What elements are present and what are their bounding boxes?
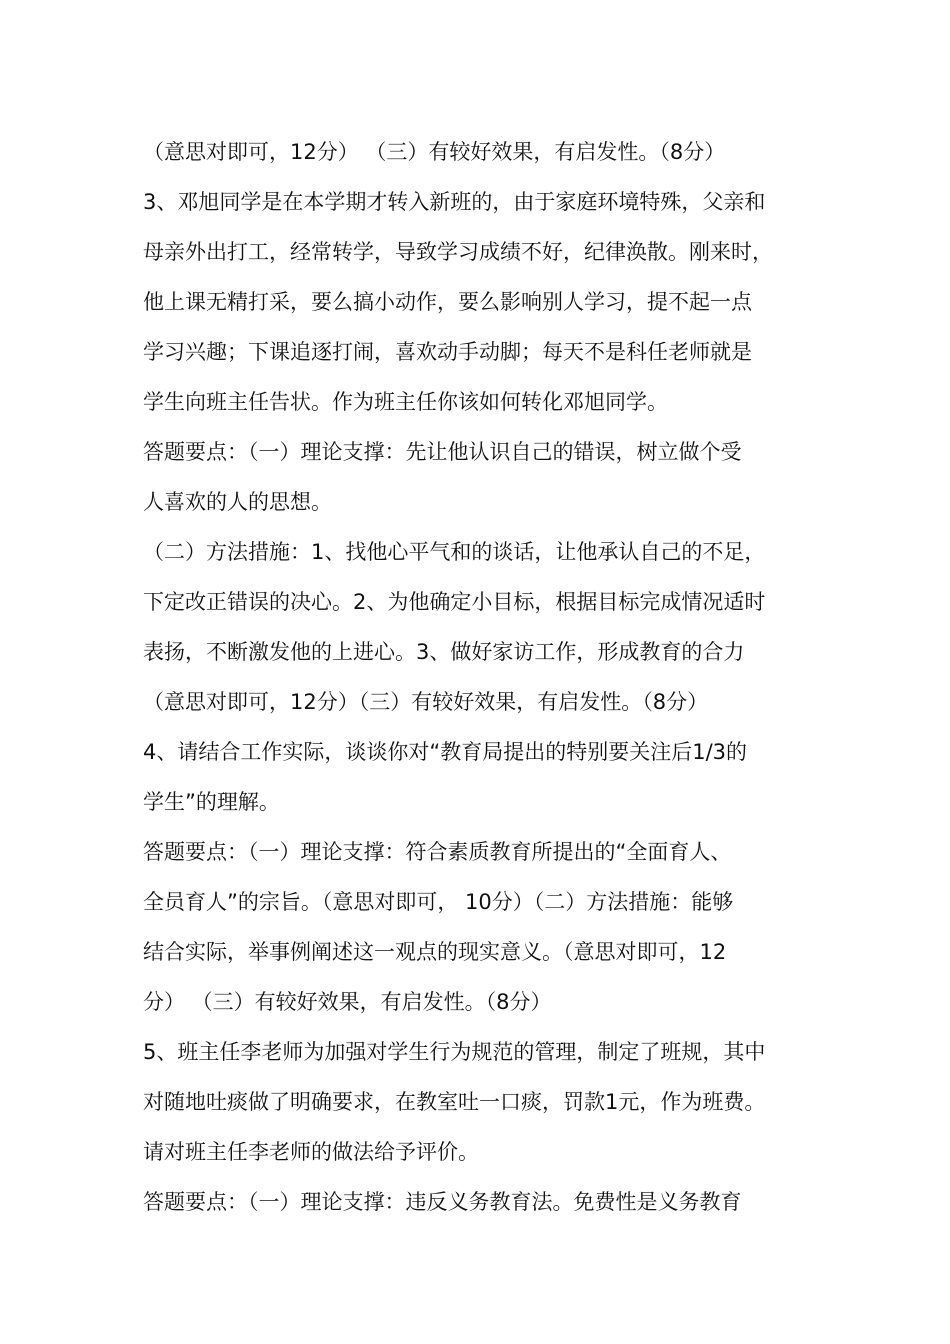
text-line: 人喜欢的人的思想。	[143, 490, 332, 514]
text-line: 全员育人”的宗旨。（意思对即可， 10分）（二）方法措施：能够	[143, 890, 734, 914]
text-line: 学习兴趣；下课追逐打闹，喜欢动手动脚；每天不是科任老师就是	[143, 340, 752, 364]
text-line: 表扬，不断激发他的上进心。3、做好家访工作，形成教育的合力	[143, 640, 745, 664]
document-body	[143, 127, 843, 1227]
text-line: 母亲外出打工，经常转学，导致学习成绩不好，纪律涣散。刚来时，	[143, 240, 773, 264]
text-line: 学生”的理解。	[143, 790, 280, 814]
text-line: 答题要点：（一）理论支撑：符合素质教育所提出的“全面育人、	[143, 840, 732, 864]
text-line: （二）方法措施：1、找他心平气和的谈话，让他承认自己的不足，	[143, 540, 766, 564]
text-line: 对随地吐痰做了明确要求，在教室吐一口痰，罚款1元，作为班费。	[143, 1090, 766, 1114]
text-line: 下定改正错误的决心。2、为他确定小目标，根据目标完成情况适时	[143, 590, 766, 614]
text-line: 请对班主任李老师的做法给予评价。	[143, 1140, 479, 1164]
text-line: 4、请结合工作实际，谈谈你对“教育局提出的特别要关注后1/3的	[143, 740, 748, 764]
text-line: 分） （三）有较好效果，有启发性。（8分）	[143, 990, 552, 1014]
text-line: 答题要点：（一）理论支撑：先让他认识自己的错误，树立做个受	[143, 440, 742, 464]
text-line: （意思对即可，12分）（三）有较好效果，有启发性。（8分）	[143, 690, 709, 714]
text-line: 学生向班主任告状。作为班主任你该如何转化邓旭同学。	[143, 390, 668, 414]
text-line: （意思对即可，12分） （三）有较好效果，有启发性。（8分）	[143, 140, 726, 164]
text-line: 3、邓旭同学是在本学期才转入新班的，由于家庭环境特殊，父亲和	[143, 190, 766, 214]
text-line: 5、班主任李老师为加强对学生行为规范的管理，制定了班规，其中	[143, 1040, 766, 1064]
text-line: 他上课无精打采，要么搞小动作，要么影响别人学习，提不起一点	[143, 290, 752, 314]
text-line: 结合实际，举事例阐述这一观点的现实意义。（意思对即可，12	[143, 940, 727, 964]
text-line: 答题要点：（一）理论支撑：违反义务教育法。免费性是义务教育	[143, 1190, 742, 1214]
